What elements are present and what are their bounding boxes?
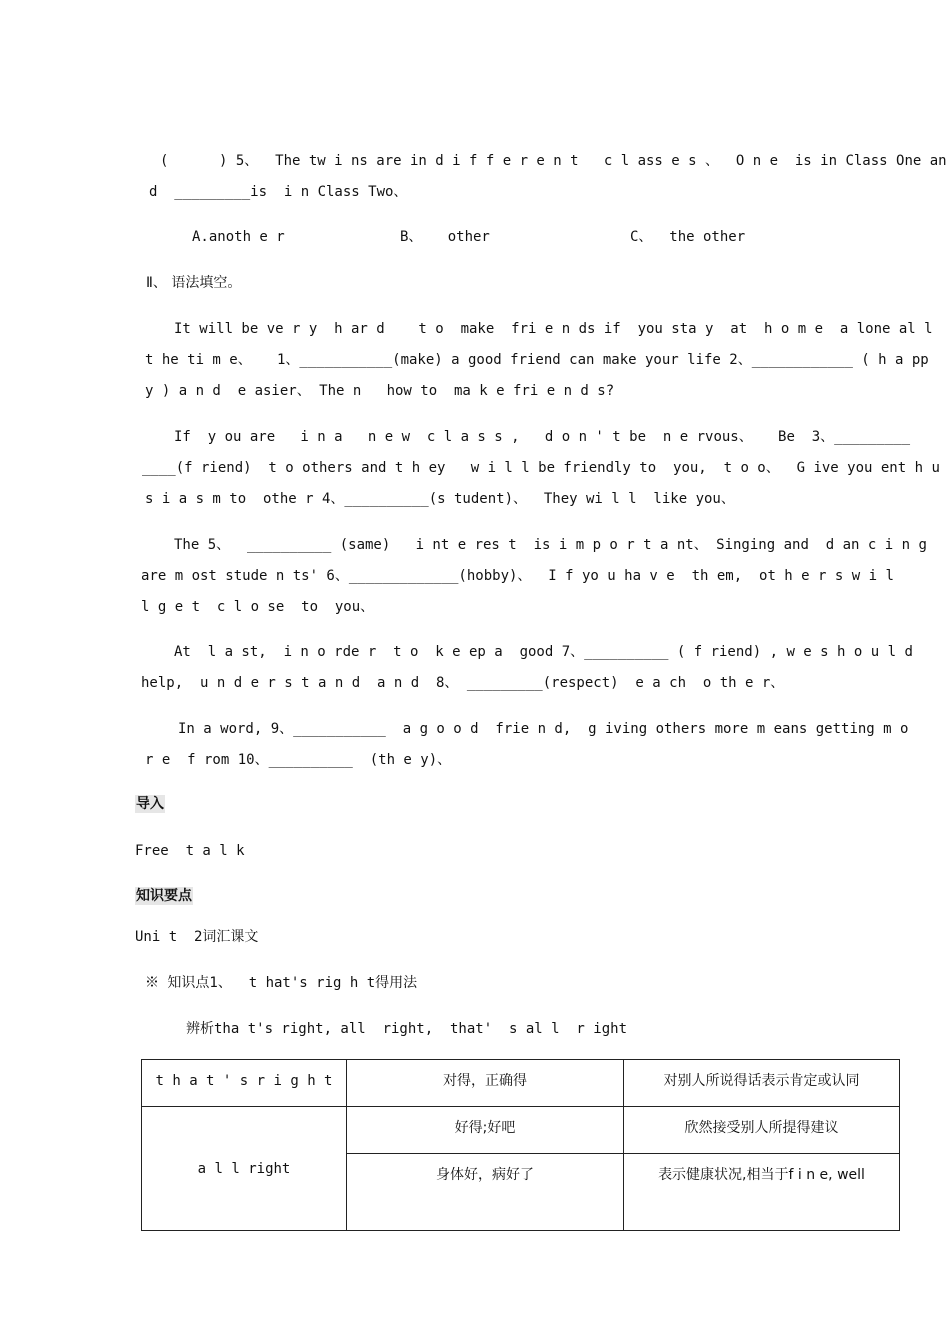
- table-cell-meaning: 身体好，病好了: [347, 1154, 624, 1231]
- passage-line: y ) a n d e asier、 The n how to ma k e fri e n d s?: [145, 383, 615, 399]
- knowledge-point-1: ※ 知识点1、 t hat's rig h t得用法: [145, 975, 418, 991]
- passage-line: ____(f riend) t o others and t h ey w i l l be friendly to you, t o o、 G ive you ent h u: [142, 460, 940, 476]
- passage-line: help, u n d e r s t a n d a n d 8、 _________(respect) e a ch o th e r、: [141, 675, 785, 691]
- table-row: [142, 1060, 900, 1107]
- table-cell-meaning: 好得;好吧: [347, 1107, 624, 1154]
- knowledge-heading: 知识要点: [136, 888, 192, 904]
- passage-line: t he ti m e、 1、___________(make) a good friend can make your life 2、____________ ( h a pp: [145, 352, 929, 368]
- table-cell-meaning: 对得，正确得: [347, 1060, 624, 1107]
- passage-line: At l a st, i n o rde r t o k e ep a good 7、__________ ( f riend) , w e s h o u l d: [174, 644, 913, 660]
- intro-heading: 导入: [136, 796, 164, 812]
- option-a: A.anoth e r: [192, 229, 285, 245]
- table-row: [142, 1107, 900, 1154]
- free-talk: Free t a l k: [135, 843, 245, 859]
- unit-line: Uni t 2词汇课文: [135, 929, 259, 945]
- option-c: C、 the other: [630, 229, 746, 245]
- table-cell-term: t h a t ' s r i g h t: [142, 1060, 347, 1107]
- question-5-line-1: ( ) 5、 The tw i ns are in d i f f e r e n t c l ass e s 、 O n e is in Class One an: [160, 153, 947, 169]
- passage-line: It will be ve r y h ar d t o make fri e n ds if you sta y at h o m e a lone al l: [174, 321, 933, 337]
- option-b: B、 other: [400, 229, 490, 245]
- passage-line: s i a s m to othe r 4、__________(s tudent)、 They wi l l like you、: [145, 491, 735, 507]
- table-cell-term: a l l right: [142, 1107, 347, 1231]
- section-2-title: Ⅱ、 语法填空。: [146, 275, 242, 291]
- question-5-line-2: d _________is i n Class Two、: [149, 184, 408, 200]
- table-cell-usage: 欣然接受别人所提得建议: [624, 1107, 900, 1154]
- table-cell-usage: 对别人所说得话表示肯定或认同: [624, 1060, 900, 1107]
- passage-line: l g e t c l o se to you、: [141, 599, 375, 615]
- passage-line: If y ou are i n a n e w c l a s s , d o n ' t be n e rvous、 Be 3、_________: [174, 429, 911, 445]
- passage-line: In a word, 9、___________ a g o o d frie n d, g iving others more m eans getting m o: [178, 721, 909, 737]
- passage-line: r e f rom 10、__________ (th e y)、: [145, 752, 452, 768]
- comparison-table: [141, 1059, 900, 1231]
- distinguish-line: 辨析tha t's right, all right, that' s al l r ight: [186, 1021, 628, 1037]
- passage-line: are m ost stude n ts' 6、_____________(hobby)、 I f yo u ha v e th em, ot h e r s w i l: [141, 568, 894, 584]
- table-cell-usage: 表示健康状况,相当于f i n e, well: [624, 1154, 900, 1231]
- passage-line: The 5、 __________ (same) i nt e res t is i m p o r t a nt、 Singing and d an c i n g: [174, 537, 927, 553]
